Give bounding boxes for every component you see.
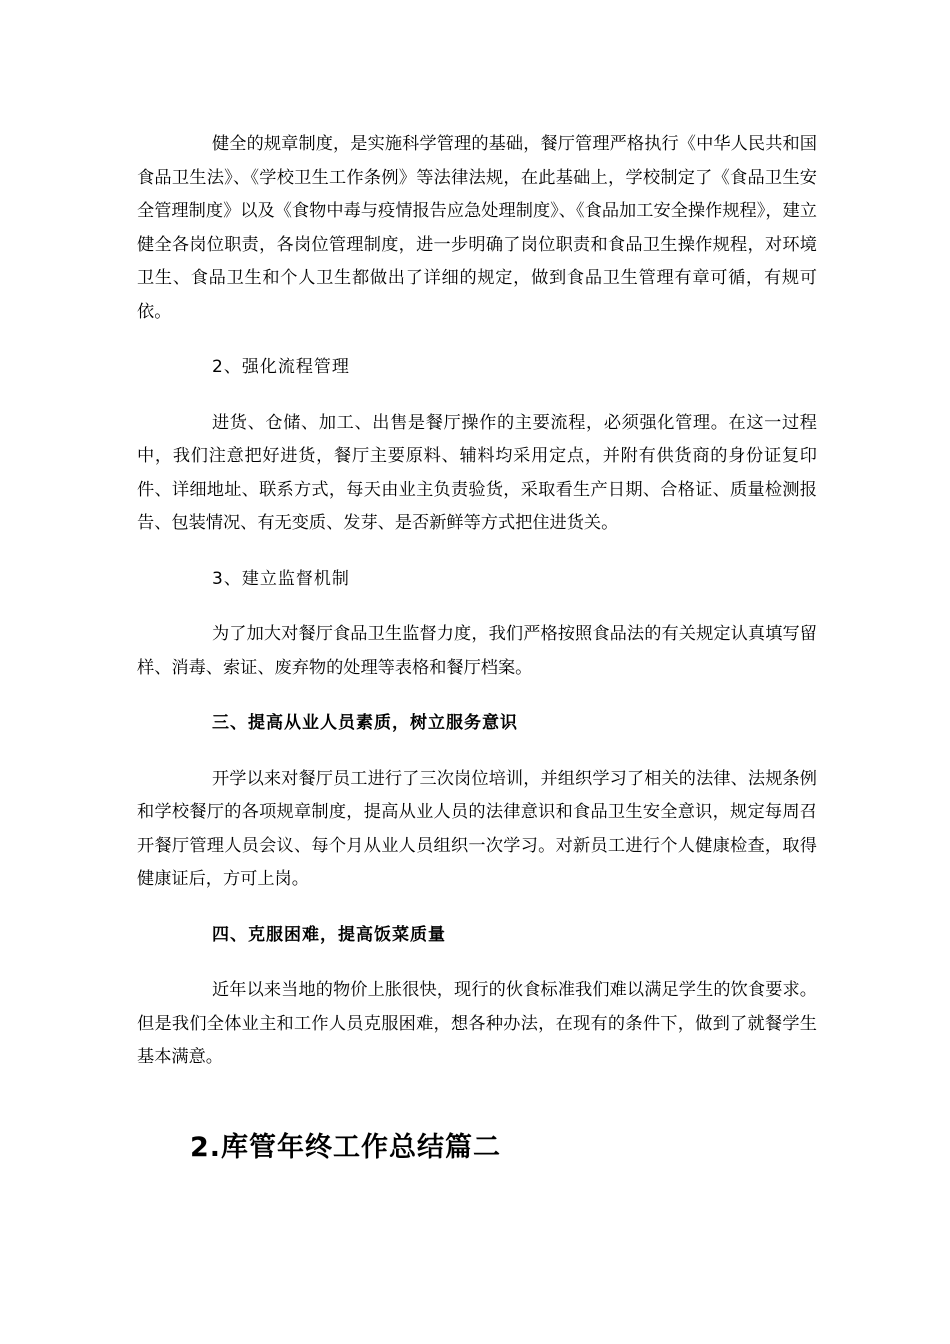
document-body	[137, 128, 817, 1075]
subheading-supervision: 3、建立监督机制	[212, 568, 350, 589]
section-title: 2.库管年终工作总结篇二	[190, 1132, 502, 1163]
paragraph-food-quality: 近年以来当地的物价上胀很快，现行的伙食标准我们难以满足学生的饮食要求。但是我们全体业主和工作人员克服困难，想各种办法，在现有的条件下，做到了就餐学生基本满意。	[137, 980, 817, 1067]
paragraph-staff-training: 开学以来对餐厅员工进行了三次岗位培训，并组织学习了相关的法律、法规条例和学校餐厅的各项规章制度，提高从业人员的法律意识和食品卫生安全意识，规定每周召开餐厅管理人员会议、每个月从业人员组织一次学习。对新员工进行个人健康检查，取得健康证后，方可上岗。	[137, 768, 817, 889]
section-heading-food-quality: 四、克服困难，提高饭菜质量	[212, 924, 446, 945]
paragraph-regulations: 健全的规章制度，是实施科学管理的基础，餐厅管理严格执行《中华人民共和国食品卫生法》、《学校卫生工作条例》等法律法规，在此基础上，学校制定了《食品卫生安全管理制度》以及《食物中毒与疫情报告应急处理制度》、《食品加工安全操作规程》，建立健全各岗位职责，各岗位管理制度，进一步明确了岗位职责和食品卫生操作规程，对环境卫生、食品卫生和个人卫生都做出了详细的规定，做到食品卫生管理有章可循，有规可依。	[137, 134, 817, 322]
subheading-process-management: 2、强化流程管理	[212, 357, 350, 377]
paragraph-process: 进货、仓储、加工、出售是餐厅操作的主要流程，必须强化管理。在这一过程中，我们注意把好进货，餐厅主要原料、辅料均采用定点，并附有供货商的身份证复印件、详细地址、联系方式，每天由业主负责验货，采取看生产日期、合格证、质量检测报告、包装情况、有无变质、发芽、是否新鲜等方式把住进货关。	[137, 412, 817, 533]
section-heading-staff-quality: 三、提高从业人员素质，树立服务意识	[212, 713, 518, 733]
paragraph-supervision: 为了加大对餐厅食品卫生监督力度，我们严格按照食品法的有关规定认真填写留样、消毒、索证、废弃物的处理等表格和餐厅档案。	[137, 624, 817, 678]
